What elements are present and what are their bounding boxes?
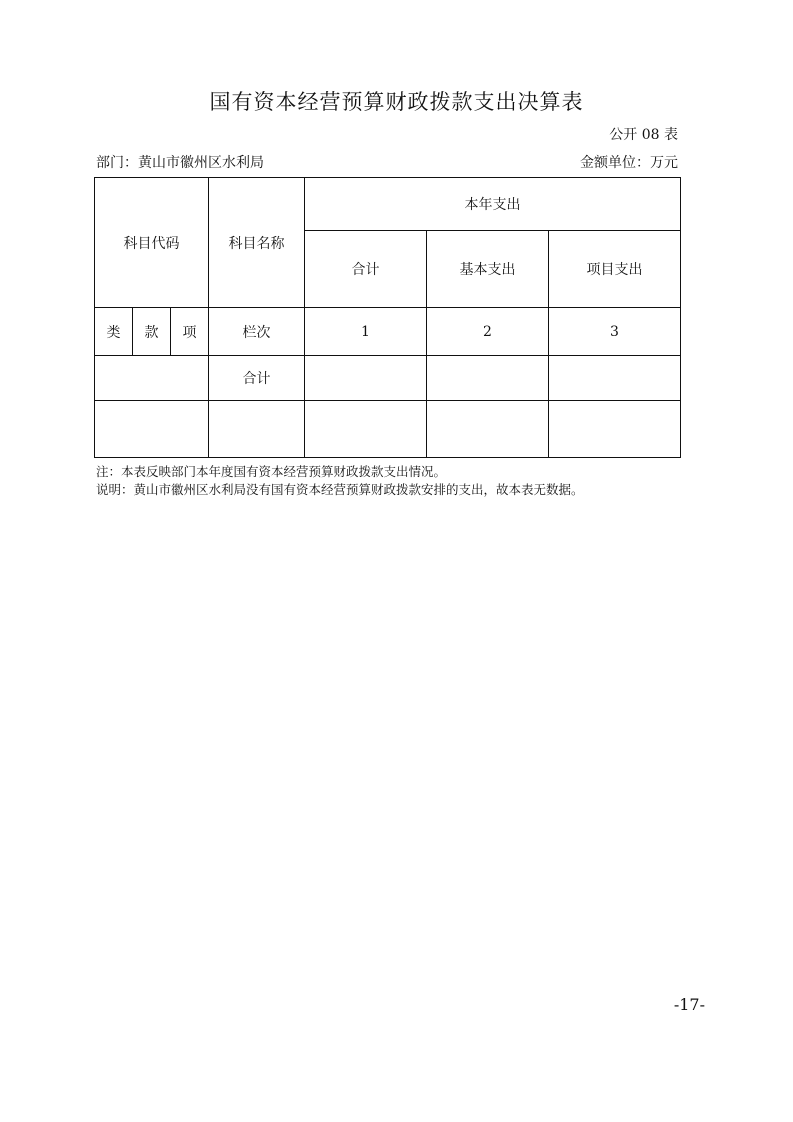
column-number-3: 3 xyxy=(549,308,681,356)
page-number: -17- xyxy=(673,995,705,1014)
table-note: 注：本表反映部门本年度国有资本经营预算财政拨款支出情况。 xyxy=(96,464,447,479)
column-number-1: 1 xyxy=(305,308,427,356)
empty-name-cell xyxy=(209,401,305,458)
expenditure-table xyxy=(94,177,681,458)
basic-expense-column-header: 基本支出 xyxy=(427,231,549,308)
total-row xyxy=(95,356,681,401)
amount-unit-label: 金额单位：万元 xyxy=(580,155,678,171)
subject-code-header: 科目代码 xyxy=(95,178,209,308)
row-index-label: 栏次 xyxy=(209,308,305,356)
code-item-cell: 项 xyxy=(171,308,209,356)
column-number-2: 2 xyxy=(427,308,549,356)
empty-project-cell xyxy=(549,401,681,458)
column-index-row xyxy=(95,308,681,356)
table-row xyxy=(95,401,681,458)
code-section-cell: 款 xyxy=(133,308,171,356)
year-expense-header: 本年支出 xyxy=(305,178,681,231)
total-row-label: 合计 xyxy=(209,356,305,401)
department-label: 部门：黄山市徽州区水利局 xyxy=(96,155,264,171)
total-column-header: 合计 xyxy=(305,231,427,308)
total-row-basic-cell xyxy=(427,356,549,401)
form-number: 公开 08 表 xyxy=(609,127,678,143)
total-row-total-cell xyxy=(305,356,427,401)
code-category-cell: 类 xyxy=(95,308,133,356)
empty-code-cell xyxy=(95,401,209,458)
subject-name-header: 科目名称 xyxy=(209,178,305,308)
page-title: 国有资本经营预算财政拨款支出决算表 xyxy=(209,90,584,114)
project-expense-column-header: 项目支出 xyxy=(549,231,681,308)
table-explanation: 说明：黄山市徽州区水利局没有国有资本经营预算财政拨款安排的支出，故本表无数据。 xyxy=(96,482,584,497)
table-header-row xyxy=(95,178,681,231)
empty-total-cell xyxy=(305,401,427,458)
empty-basic-cell xyxy=(427,401,549,458)
total-row-project-cell xyxy=(549,356,681,401)
total-row-code-cell xyxy=(95,356,209,401)
